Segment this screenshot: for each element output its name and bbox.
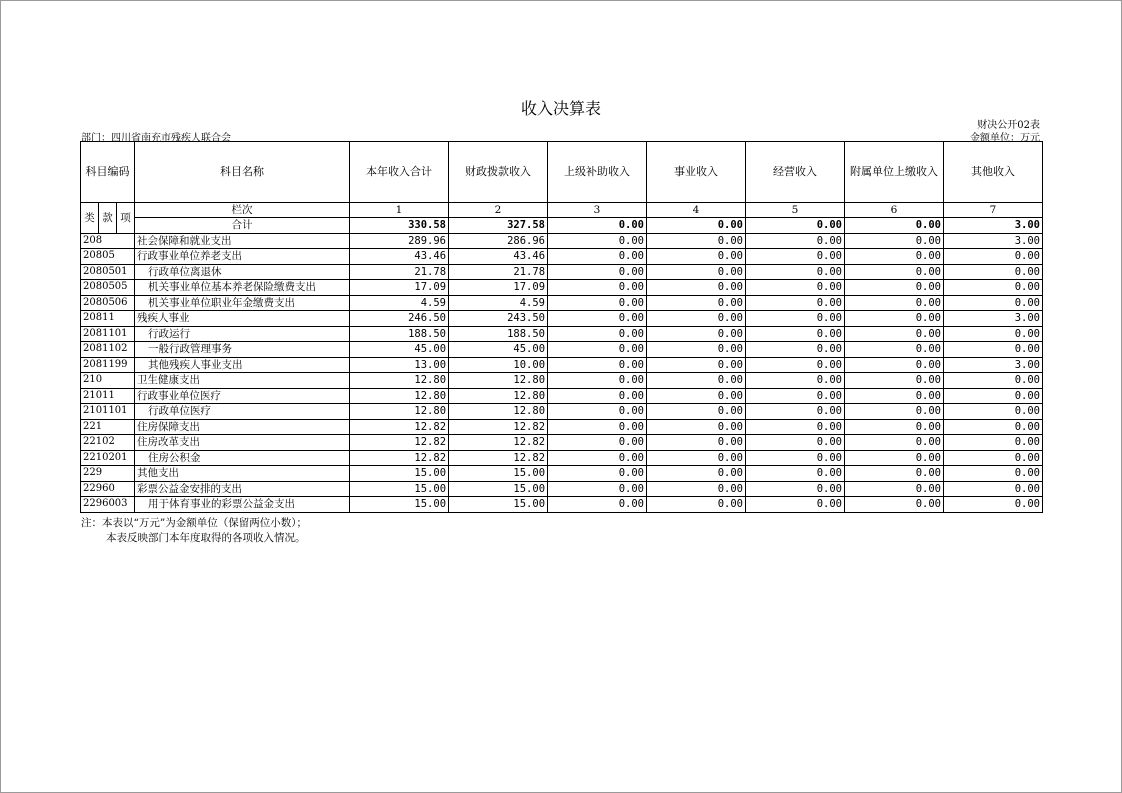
amount-cell: 0.00 [845,357,944,373]
header-operation: 经营收入 [746,142,845,203]
subject-name: 行政单位医疗 [135,404,350,420]
subject-name: 机关事业单位基本养老保险缴费支出 [135,280,350,296]
amount-cell: 0.00 [746,357,845,373]
col-num-4: 4 [647,203,746,218]
amount-cell: 0.00 [548,311,647,327]
amount-cell: 0.00 [944,450,1043,466]
income-table [80,141,1043,513]
header-fiscal: 财政拨款收入 [449,142,548,203]
header-business: 事业收入 [647,142,746,203]
column-number-row [81,203,1043,218]
amount-cell: 0.00 [647,295,746,311]
subject-code: 229 [81,466,135,482]
header-lei: 类 [81,203,99,234]
amount-cell: 0.00 [548,373,647,389]
header-name: 科目名称 [135,142,350,203]
header-subsidiary: 附属单位上缴收入 [845,142,944,203]
amount-cell: 15.00 [449,497,548,513]
amount-cell: 0.00 [548,497,647,513]
amount-cell: 0.00 [845,233,944,249]
amount-cell: 45.00 [449,342,548,358]
subject-code: 20811 [81,311,135,327]
amount-cell: 0.00 [944,264,1043,280]
header-total: 本年收入合计 [350,142,449,203]
amount-cell: 0.00 [647,233,746,249]
amount-cell: 0.00 [944,326,1043,342]
amount-cell: 0.00 [746,497,845,513]
amount-cell: 0.00 [647,326,746,342]
amount-cell: 0.00 [548,435,647,451]
table-row [81,326,1043,342]
amount-cell: 0.00 [944,295,1043,311]
subject-name: 用于体育事业的彩票公益金支出 [135,497,350,513]
department-label: 部门：四川省南充市残疾人联合会 [81,133,231,144]
total-value: 3.00 [944,218,1043,234]
amount-cell: 0.00 [845,326,944,342]
col-num-2: 2 [449,203,548,218]
amount-cell: 0.00 [845,435,944,451]
amount-cell: 0.00 [845,388,944,404]
table-row [81,435,1043,451]
amount-cell: 243.50 [449,311,548,327]
subject-name: 住房公积金 [135,450,350,466]
subject-name: 一般行政管理事务 [135,342,350,358]
amount-cell: 0.00 [647,450,746,466]
amount-cell: 0.00 [647,481,746,497]
amount-cell: 0.00 [746,435,845,451]
table-row [81,450,1043,466]
table-row [81,373,1043,389]
amount-cell: 0.00 [647,497,746,513]
total-value: 0.00 [647,218,746,234]
amount-cell: 0.00 [548,280,647,296]
amount-cell: 0.00 [746,481,845,497]
total-value: 0.00 [845,218,944,234]
amount-cell: 0.00 [845,311,944,327]
amount-cell: 12.82 [449,419,548,435]
amount-cell: 4.59 [350,295,449,311]
amount-cell: 17.09 [350,280,449,296]
table-row [81,280,1043,296]
amount-cell: 0.00 [647,280,746,296]
amount-cell: 4.59 [449,295,548,311]
subject-code: 2101101 [81,404,135,420]
amount-cell: 0.00 [845,466,944,482]
amount-cell: 0.00 [548,450,647,466]
amount-cell: 12.80 [449,404,548,420]
amount-cell: 0.00 [548,481,647,497]
subject-code: 2081102 [81,342,135,358]
amount-cell: 3.00 [944,233,1043,249]
amount-cell: 10.00 [449,357,548,373]
subject-code: 2081101 [81,326,135,342]
subject-code: 2296003 [81,497,135,513]
subject-code: 221 [81,419,135,435]
col-num-5: 5 [746,203,845,218]
header-lanci: 栏次 [135,203,350,218]
subject-name: 住房改革支出 [135,435,350,451]
amount-cell: 188.50 [449,326,548,342]
amount-cell: 13.00 [350,357,449,373]
amount-cell: 12.82 [350,435,449,451]
amount-cell: 12.82 [350,419,449,435]
amount-cell: 0.00 [944,388,1043,404]
subject-code: 20805 [81,249,135,265]
subject-name: 彩票公益金安排的支出 [135,481,350,497]
total-label: 合计 [135,218,350,234]
table-row [81,419,1043,435]
amount-cell: 0.00 [746,419,845,435]
amount-cell: 15.00 [449,466,548,482]
amount-cell: 15.00 [350,497,449,513]
amount-cell: 0.00 [746,249,845,265]
amount-cell: 0.00 [647,373,746,389]
footnotes [81,516,307,546]
amount-cell: 12.80 [350,388,449,404]
amount-cell: 0.00 [944,280,1043,296]
table-row [81,264,1043,280]
amount-cell: 286.96 [449,233,548,249]
amount-cell: 0.00 [746,342,845,358]
amount-cell: 0.00 [647,249,746,265]
col-num-1: 1 [350,203,449,218]
amount-cell: 0.00 [845,481,944,497]
amount-cell: 12.80 [350,404,449,420]
amount-cell: 0.00 [548,419,647,435]
amount-cell: 43.46 [449,249,548,265]
subject-code: 2080501 [81,264,135,280]
subject-code: 22960 [81,481,135,497]
amount-cell: 12.80 [350,373,449,389]
amount-cell: 0.00 [647,357,746,373]
amount-cell: 0.00 [845,419,944,435]
amount-cell: 0.00 [944,497,1043,513]
amount-cell: 289.96 [350,233,449,249]
table-row [81,481,1043,497]
subject-name: 行政事业单位医疗 [135,388,350,404]
header-other: 其他收入 [944,142,1043,203]
amount-cell: 0.00 [746,295,845,311]
amount-cell: 0.00 [548,233,647,249]
amount-cell: 0.00 [746,326,845,342]
amount-cell: 21.78 [449,264,548,280]
amount-cell: 0.00 [746,450,845,466]
subject-code: 210 [81,373,135,389]
total-value: 327.58 [449,218,548,234]
amount-cell: 0.00 [746,388,845,404]
amount-cell: 12.80 [449,388,548,404]
amount-cell: 0.00 [845,404,944,420]
table-row [81,342,1043,358]
amount-unit-label: 金额单位：万元 [970,133,1040,144]
form-number: 财决公开02表 [977,120,1040,131]
col-num-7: 7 [944,203,1043,218]
amount-cell: 0.00 [548,295,647,311]
amount-cell: 0.00 [944,342,1043,358]
table-row [81,295,1043,311]
amount-cell: 246.50 [350,311,449,327]
table-row [81,466,1043,482]
total-value: 330.58 [350,218,449,234]
subject-name: 社会保障和就业支出 [135,233,350,249]
amount-cell: 0.00 [548,326,647,342]
page-title: 收入决算表 [520,99,601,118]
amount-cell: 0.00 [746,373,845,389]
header-superior: 上级补助收入 [548,142,647,203]
table-row [81,404,1043,420]
amount-cell: 0.00 [944,466,1043,482]
amount-cell: 0.00 [548,342,647,358]
header-kuan: 款 [99,203,117,234]
amount-cell: 188.50 [350,326,449,342]
amount-cell: 0.00 [548,466,647,482]
subject-code: 21011 [81,388,135,404]
footnote-1: 注：本表以“万元”为金额单位（保留两位小数）； [81,517,307,529]
amount-cell: 0.00 [845,373,944,389]
amount-cell: 21.78 [350,264,449,280]
header-xiang: 项 [117,203,135,234]
total-value: 0.00 [746,218,845,234]
amount-cell: 45.00 [350,342,449,358]
subject-code: 2080505 [81,280,135,296]
amount-cell: 15.00 [350,481,449,497]
table-row [81,497,1043,513]
amount-cell: 0.00 [944,435,1043,451]
subject-code: 2080506 [81,295,135,311]
subject-code: 208 [81,233,135,249]
amount-cell: 0.00 [845,280,944,296]
amount-cell: 0.00 [746,404,845,420]
table-row [81,388,1043,404]
amount-cell: 0.00 [647,388,746,404]
subject-name: 其他残疾人事业支出 [135,357,350,373]
amount-cell: 0.00 [944,404,1043,420]
amount-cell: 0.00 [548,388,647,404]
amount-cell: 15.00 [350,466,449,482]
subject-code: 2210201 [81,450,135,466]
amount-cell: 0.00 [845,497,944,513]
amount-cell: 0.00 [944,481,1043,497]
amount-cell: 0.00 [845,264,944,280]
amount-cell: 0.00 [548,357,647,373]
subject-name: 机关事业单位职业年金缴费支出 [135,295,350,311]
amount-cell: 0.00 [845,295,944,311]
amount-cell: 3.00 [944,357,1043,373]
amount-cell: 15.00 [449,481,548,497]
amount-cell: 0.00 [548,264,647,280]
amount-cell: 0.00 [746,311,845,327]
table-row [81,233,1043,249]
subject-name: 行政事业单位养老支出 [135,249,350,265]
col-num-6: 6 [845,203,944,218]
amount-cell: 0.00 [944,373,1043,389]
amount-cell: 0.00 [647,466,746,482]
amount-cell: 17.09 [449,280,548,296]
amount-cell: 0.00 [647,404,746,420]
amount-cell: 12.82 [449,450,548,466]
amount-cell: 0.00 [548,249,647,265]
col-num-3: 3 [548,203,647,218]
amount-cell: 0.00 [845,342,944,358]
amount-cell: 0.00 [647,264,746,280]
amount-cell: 12.82 [449,435,548,451]
amount-cell: 43.46 [350,249,449,265]
amount-cell: 0.00 [944,419,1043,435]
total-row [81,218,1043,234]
total-value: 0.00 [548,218,647,234]
amount-cell: 0.00 [647,435,746,451]
amount-cell: 12.82 [350,450,449,466]
header-row [81,142,1043,203]
subject-name: 其他支出 [135,466,350,482]
table-row [81,249,1043,265]
amount-cell: 0.00 [548,404,647,420]
subject-code: 2081199 [81,357,135,373]
amount-cell: 0.00 [647,311,746,327]
table-row [81,311,1043,327]
amount-cell: 0.00 [746,264,845,280]
amount-cell: 0.00 [647,342,746,358]
subject-name: 行政单位离退休 [135,264,350,280]
table-row [81,357,1043,373]
amount-cell: 0.00 [845,249,944,265]
amount-cell: 3.00 [944,311,1043,327]
amount-cell: 0.00 [944,249,1043,265]
header-code: 科目编码 [81,142,135,203]
amount-cell: 0.00 [746,466,845,482]
amount-cell: 0.00 [845,450,944,466]
subject-name: 住房保障支出 [135,419,350,435]
subject-name: 行政运行 [135,326,350,342]
subject-name: 残疾人事业 [135,311,350,327]
amount-cell: 0.00 [746,280,845,296]
amount-cell: 12.80 [449,373,548,389]
footnote-2: 本表反映部门本年度取得的各项收入情况。 [106,532,306,544]
subject-code: 22102 [81,435,135,451]
amount-cell: 0.00 [746,233,845,249]
amount-cell: 0.00 [647,419,746,435]
subject-name: 卫生健康支出 [135,373,350,389]
